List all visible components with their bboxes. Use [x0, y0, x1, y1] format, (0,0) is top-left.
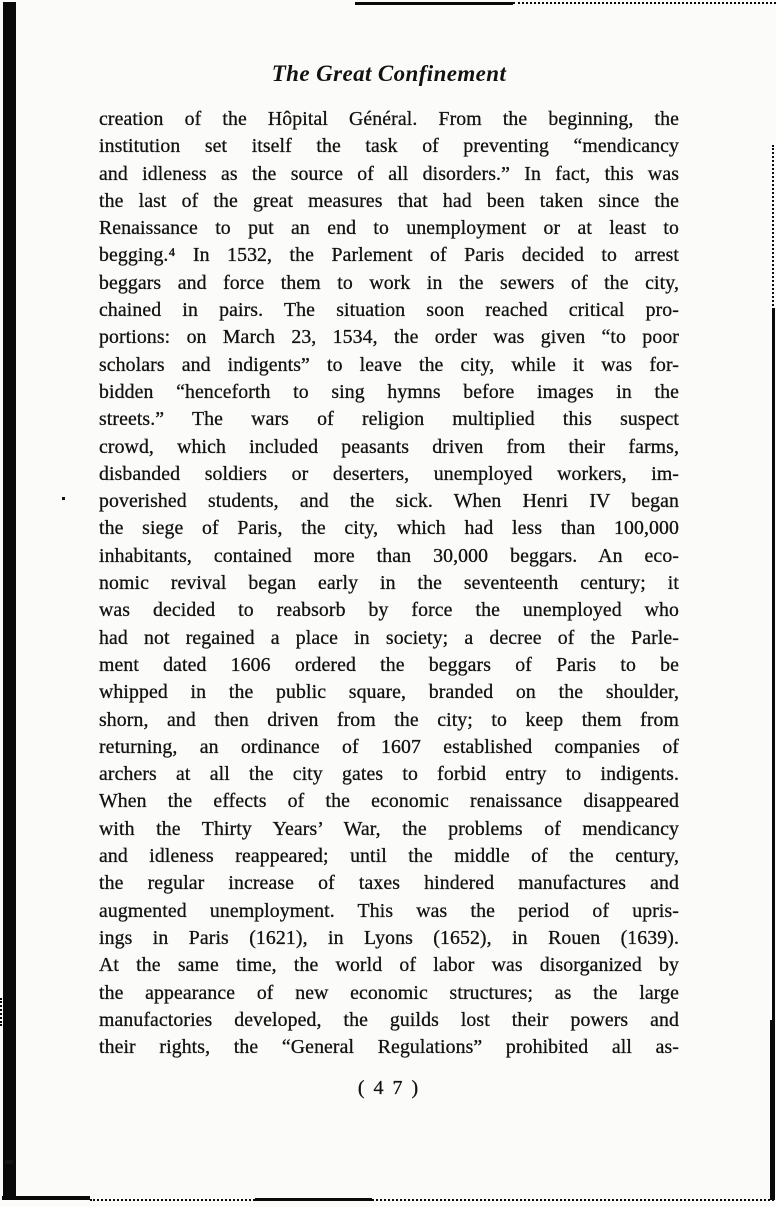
- page-edge-left-dotted: [0, 998, 2, 1026]
- spine-shadow-bar: [3, 2, 16, 1200]
- page-edge-top-dotted: [513, 2, 776, 4]
- page-edge-bottom-dotted-right: [372, 1199, 774, 1201]
- body-line: scholars and indigents” to leave the city, while it was for-: [99, 353, 679, 376]
- body-line: the last of the great measures that had been taken since the: [99, 189, 679, 212]
- body-line: bidden “henceforth to sing hymns before images in the: [99, 380, 679, 403]
- body-line: their rights, the “General Regulations” prohibited all as-: [99, 1036, 679, 1059]
- body-line: streets.” The wars of religion multiplied this suspect: [99, 408, 679, 431]
- body-line: chained in pairs. The situation soon reached critical pro-: [99, 299, 679, 322]
- page-edge-right-solid: [772, 308, 775, 1022]
- body-line: nomic revival began early in the seventeenth century; it: [99, 572, 679, 595]
- body-line: institution set itself the task of preventing “mendicancy: [99, 135, 679, 158]
- body-line: had not regained a place in society; a decree of the Parle-: [99, 626, 679, 649]
- body-line: At the same time, the world of labor was disorganized by: [99, 954, 679, 977]
- body-line: Renaissance to put an end to unemployment or at least to: [99, 217, 679, 240]
- body-line: disbanded soldiers or deserters, unemployed workers, im-: [99, 462, 679, 485]
- body-line: archers at all the city gates to forbid entry to indigents.: [99, 763, 679, 786]
- page-edge-bottom-dotted-left: [90, 1199, 255, 1201]
- body-line: When the effects of the economic renaissance disappeared: [99, 790, 679, 813]
- body-line: begging.⁴ In 1532, the Parlement of Paris decided to arrest: [99, 244, 679, 267]
- page-edge-bottom-solid-mid: [255, 1198, 372, 1201]
- scan-speck: [62, 497, 65, 500]
- page-edge-top-solid: [355, 2, 513, 5]
- body-line: shorn, and then driven from the city; to keep them from: [99, 708, 679, 731]
- page-edge-right-thick: [770, 1020, 775, 1200]
- body-text: [99, 106, 679, 1061]
- body-line: augmented unemployment. This was the period of upris-: [99, 899, 679, 922]
- body-line: creation of the Hôpital Général. From the beginning, the: [99, 108, 679, 130]
- running-head-title: The Great Confinement: [271, 61, 507, 86]
- body-line: crowd, which included peasants driven from their farms,: [99, 435, 679, 458]
- page-edge-right-dotted: [772, 145, 774, 310]
- body-line: portions: on March 23, 1534, the order was given “to poor: [99, 326, 679, 349]
- body-line: and idleness as the source of all disorders.” In fact, this was: [99, 162, 679, 185]
- body-line: returning, an ordinance of 1607 established companies of: [99, 735, 679, 758]
- body-line: the siege of Paris, the city, which had less than 100,000: [99, 517, 679, 540]
- body-line: manufactories developed, the guilds lost their powers and: [99, 1008, 679, 1031]
- body-line: ment dated 1606 ordered the beggars of Paris to be: [99, 653, 679, 676]
- body-line: whipped in the public square, branded on the shoulder,: [99, 681, 679, 704]
- body-line: and idleness reappeared; until the middle of the century,: [99, 845, 679, 868]
- body-line: the regular increase of taxes hindered manufactures and: [99, 872, 679, 895]
- body-line: with the Thirty Years’ War, the problems of mendicancy: [99, 817, 679, 840]
- body-line: was decided to reabsorb by force the unemployed who: [99, 599, 679, 622]
- scan-speck: [5, 1160, 13, 1164]
- body-line: poverished students, and the sick. When Henri IV began: [99, 490, 679, 513]
- body-line: inhabitants, contained more than 30,000 beggars. An eco-: [99, 544, 679, 567]
- body-line: ings in Paris (1621), in Lyons (1652), in Rouen (1639).: [99, 926, 679, 949]
- page-number: ( 4 7 ): [357, 1077, 421, 1099]
- body-line: beggars and force them to work in the sewers of the city,: [99, 271, 679, 294]
- body-line: the appearance of new economic structures; as the large: [99, 981, 679, 1004]
- page-edge-bottom-solid-left: [2, 1196, 90, 1200]
